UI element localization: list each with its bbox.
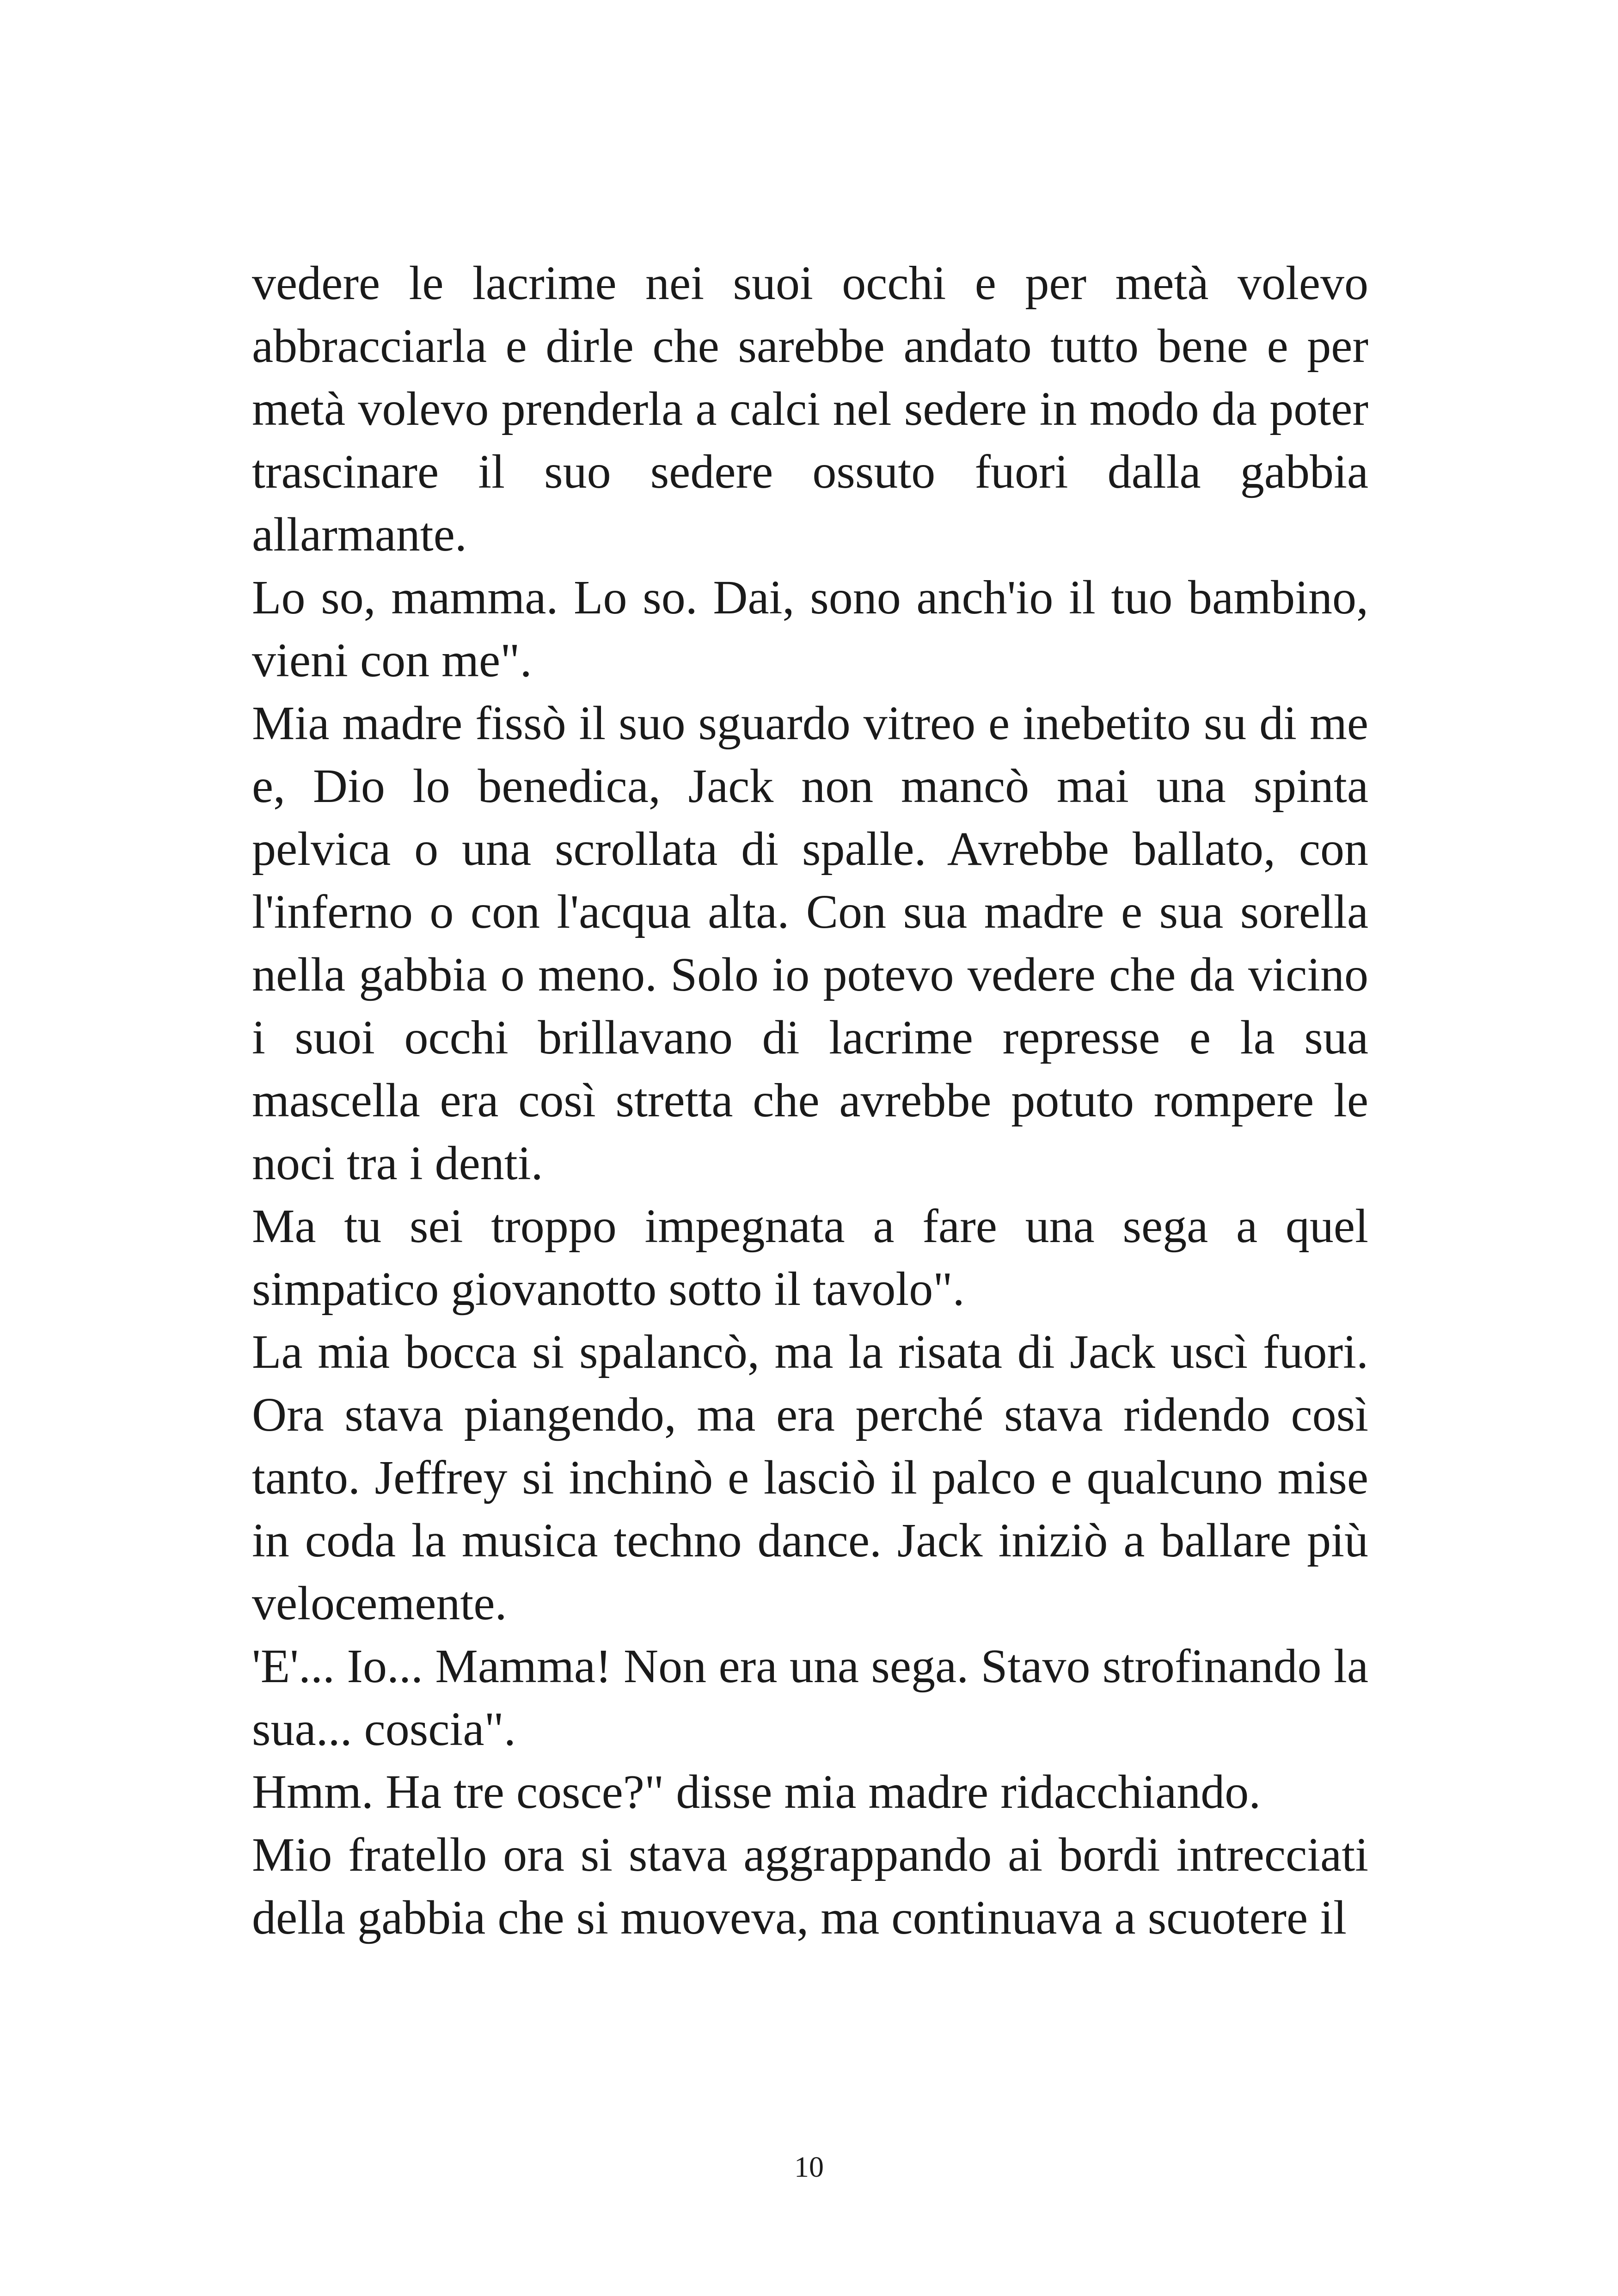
- page-number: 10: [794, 2150, 824, 2183]
- body-text: [252, 252, 1368, 1949]
- paragraph-3: Mia madre fissò il suo sguardo vitreo e inebetito su di me e, Dio lo benedica, Jack non mancò mai una spinta pelvica o una scrollata di spalle. Avrebbe ballato, con l'inferno o con l'acqua alta. Con sua madre e sua sorella nella gabbia o meno. Solo io potevo vedere che da vicino i suoi occhi brillavano di lacrime represse e la sua mascella era così stretta che avrebbe potuto rompere le noci tra i denti.: [252, 697, 1368, 1190]
- paragraph-8: Mio fratello ora si stava aggrappando ai bordi intrecciati della gabbia che si muoveva, ma continuava a scuotere il: [252, 1828, 1368, 1944]
- paragraph-6: 'E'... Io... Mamma! Non era una sega. Stavo strofinando la sua... coscia".: [252, 1640, 1368, 1756]
- paragraph-1: vedere le lacrime nei suoi occhi e per metà volevo abbracciarla e dirle che sarebbe andato tutto bene e per metà volevo prenderla a calci nel sedere in modo da poter trascinare il suo sedere ossuto fuori dalla gabbia allarmante.: [252, 257, 1368, 561]
- paragraph-7: Hmm. Ha tre cosce?" disse mia madre ridacchiando.: [252, 1765, 1261, 1818]
- paragraph-4: Ma tu sei troppo impegnata a fare una sega a quel simpatico giovanotto sotto il tavolo".: [252, 1200, 1368, 1316]
- paragraph-2: Lo so, mamma. Lo so. Dai, sono anch'io il tuo bambino, vieni con me".: [252, 571, 1368, 687]
- paragraph-5: La mia bocca si spalancò, ma la risata di Jack uscì fuori. Ora stava piangendo, ma era perché stava ridendo così tanto. Jeffrey si inchinò e lasciò il palco e qualcuno mise in coda la musica techno dance. Jack iniziò a ballare più velocemente.: [252, 1325, 1368, 1630]
